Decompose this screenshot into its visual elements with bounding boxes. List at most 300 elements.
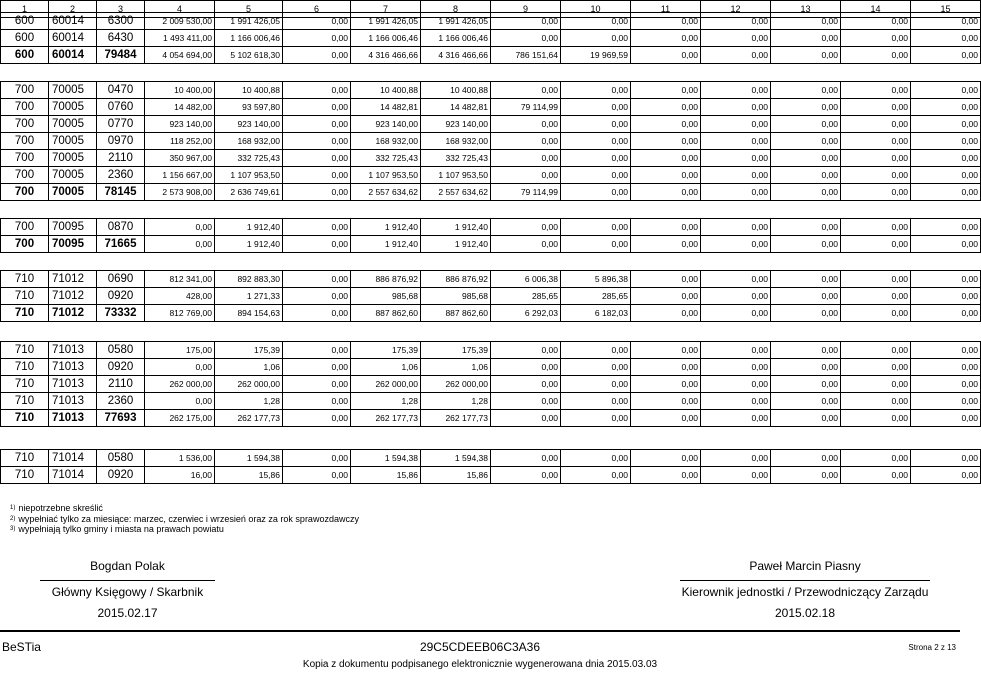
table-cell-col-4: 812 769,00 [145,305,215,322]
row-group-4 [0,270,981,322]
table-cell-col-7: 14 482,81 [351,99,421,116]
table-cell-col-14: 0,00 [841,167,911,184]
table-cell-col-8: 1 107 953,50 [421,167,491,184]
table-cell-col-13: 0,00 [771,184,841,201]
table-cell-col-3: 0920 [97,467,145,484]
table-cell-col-6: 0,00 [283,376,351,393]
table-cell-col-14: 0,00 [841,342,911,359]
table-row-total [1,184,981,201]
table-row [1,376,981,393]
footnote-3: $^{3)}$ wypełniają tylko gminy i miasta na prawach powiatu [10,524,224,534]
table-cell-col-9: 0,00 [491,359,561,376]
table-cell-col-3: 73332 [97,305,145,322]
table-cell-col-6: 0,00 [283,30,351,47]
table-cell-col-2: 71012 [49,288,97,305]
table-cell-col-15: 0,00 [911,133,981,150]
table-cell-col-1: 700 [1,236,49,253]
table-cell-col-2: 71012 [49,271,97,288]
table-cell-col-9: 0,00 [491,410,561,427]
table-cell-col-14: 0,00 [841,133,911,150]
table-row [1,99,981,116]
table-cell-col-8: 1,28 [421,393,491,410]
table-row [1,150,981,167]
left-signature-line [40,580,215,581]
table-cell-col-2: 71012 [49,305,97,322]
table-cell-col-4: 14 482,00 [145,99,215,116]
table-cell-col-7: 168 932,00 [351,133,421,150]
table-cell-col-12: 0,00 [701,99,771,116]
table-cell-col-9: 0,00 [491,13,561,30]
table-cell-col-4: 923 140,00 [145,116,215,133]
table-cell-col-8: 887 862,60 [421,305,491,322]
table-cell-col-13: 0,00 [771,376,841,393]
table-cell-col-13: 0,00 [771,47,841,64]
table-cell-col-5: 1 166 006,46 [215,30,283,47]
table-cell-col-4: 1 493 411,00 [145,30,215,47]
table-cell-col-14: 0,00 [841,13,911,30]
table-cell-col-15: 0,00 [911,150,981,167]
table-cell-col-1: 700 [1,116,49,133]
table-cell-col-15: 0,00 [911,450,981,467]
table-cell-col-14: 0,00 [841,376,911,393]
table-cell-col-8: 886 876,92 [421,271,491,288]
table-cell-col-10: 19 969,59 [561,47,631,64]
column-number-1: 1 [1,1,49,18]
table-cell-col-2: 70095 [49,219,97,236]
table-cell-col-9: 0,00 [491,116,561,133]
table-cell-col-4: 175,00 [145,342,215,359]
table-cell-col-5: 923 140,00 [215,116,283,133]
table-cell-col-13: 0,00 [771,342,841,359]
table-cell-col-8: 923 140,00 [421,116,491,133]
table-cell-col-6: 0,00 [283,82,351,99]
table-cell-col-9: 79 114,99 [491,184,561,201]
table-cell-col-2: 70005 [49,99,97,116]
table-cell-col-2: 70005 [49,150,97,167]
table-cell-col-4: 812 341,00 [145,271,215,288]
table-cell-col-10: 285,65 [561,288,631,305]
table-cell-col-7: 1 991 426,05 [351,13,421,30]
row-group-1 [0,12,981,64]
table-cell-col-1: 600 [1,30,49,47]
column-number-8: 8 [421,1,491,18]
table-row [1,30,981,47]
table-cell-col-13: 0,00 [771,167,841,184]
table-cell-col-3: 2110 [97,376,145,393]
table-cell-col-6: 0,00 [283,393,351,410]
table-cell-col-7: 1 594,38 [351,450,421,467]
table-cell-col-9: 6 292,03 [491,305,561,322]
right-signer-name: Paweł Marcin Piasny [749,559,861,573]
table-cell-col-8: 262 177,73 [421,410,491,427]
table-cell-col-5: 175,39 [215,342,283,359]
table-cell-col-15: 0,00 [911,47,981,64]
table-cell-col-11: 0,00 [631,467,701,484]
table-cell-col-11: 0,00 [631,82,701,99]
table-cell-col-11: 0,00 [631,393,701,410]
table-cell-col-10: 0,00 [561,467,631,484]
table-cell-col-13: 0,00 [771,133,841,150]
table-row-total [1,236,981,253]
table-cell-col-15: 0,00 [911,184,981,201]
table-cell-col-8: 1 594,38 [421,450,491,467]
table-cell-col-9: 0,00 [491,236,561,253]
table-cell-col-12: 0,00 [701,467,771,484]
table-cell-col-8: 332 725,43 [421,150,491,167]
table-cell-col-7: 15,86 [351,467,421,484]
table-cell-col-12: 0,00 [701,393,771,410]
table-cell-col-11: 0,00 [631,47,701,64]
table-cell-col-11: 0,00 [631,116,701,133]
table-cell-col-1: 700 [1,99,49,116]
table-cell-col-3: 2360 [97,167,145,184]
table-cell-col-9: 0,00 [491,133,561,150]
table-cell-col-1: 600 [1,47,49,64]
table-cell-col-12: 0,00 [701,13,771,30]
footnote-1: $^{1)}$ niepotrzebne skreślić [10,503,103,513]
table-cell-col-15: 0,00 [911,30,981,47]
table-cell-col-15: 0,00 [911,359,981,376]
table-cell-col-11: 0,00 [631,342,701,359]
table-cell-col-11: 0,00 [631,288,701,305]
table-row-total [1,305,981,322]
table-row [1,167,981,184]
table-cell-col-1: 700 [1,219,49,236]
table-cell-col-10: 0,00 [561,393,631,410]
table-cell-col-1: 700 [1,184,49,201]
table-cell-col-1: 710 [1,450,49,467]
table-row [1,450,981,467]
table-cell-col-7: 10 400,88 [351,82,421,99]
table-cell-col-5: 15,86 [215,467,283,484]
table-cell-col-5: 262 177,73 [215,410,283,427]
table-cell-col-7: 887 862,60 [351,305,421,322]
table-cell-col-7: 1 166 006,46 [351,30,421,47]
table-cell-col-5: 1 594,38 [215,450,283,467]
table-cell-col-6: 0,00 [283,184,351,201]
table-cell-col-1: 710 [1,342,49,359]
table-cell-col-14: 0,00 [841,99,911,116]
row-group-6 [0,449,981,484]
footnotes [10,503,359,535]
table-cell-col-15: 0,00 [911,305,981,322]
table-cell-col-3: 0760 [97,99,145,116]
table-cell-col-6: 0,00 [283,219,351,236]
table-cell-col-15: 0,00 [911,167,981,184]
table-row [1,393,981,410]
table-cell-col-2: 60014 [49,13,97,30]
table-cell-col-13: 0,00 [771,288,841,305]
table-cell-col-6: 0,00 [283,450,351,467]
table-cell-col-2: 71013 [49,342,97,359]
table-cell-col-6: 0,00 [283,99,351,116]
table-cell-col-9: 0,00 [491,219,561,236]
table-cell-col-10: 0,00 [561,82,631,99]
table-cell-col-15: 0,00 [911,288,981,305]
table-cell-col-9: 0,00 [491,167,561,184]
table-cell-col-4: 350 967,00 [145,150,215,167]
table-cell-col-10: 0,00 [561,342,631,359]
table-cell-col-9: 0,00 [491,450,561,467]
table-cell-col-4: 0,00 [145,359,215,376]
table-cell-col-8: 2 557 634,62 [421,184,491,201]
table-cell-col-6: 0,00 [283,167,351,184]
table-cell-col-15: 0,00 [911,219,981,236]
table-cell-col-14: 0,00 [841,288,911,305]
table-cell-col-14: 0,00 [841,30,911,47]
column-number-14: 14 [841,1,911,18]
table-cell-col-14: 0,00 [841,467,911,484]
table-cell-col-2: 71013 [49,393,97,410]
table-cell-col-14: 0,00 [841,393,911,410]
table-cell-col-7: 1 912,40 [351,219,421,236]
table-cell-col-11: 0,00 [631,236,701,253]
right-sign-date: 2015.02.18 [774,606,836,620]
footer-rule [0,630,960,632]
footer-app-name: BeSTia [2,640,41,654]
table-cell-col-12: 0,00 [701,305,771,322]
table-row [1,342,981,359]
table-cell-col-12: 0,00 [701,150,771,167]
table-cell-col-7: 985,68 [351,288,421,305]
table-cell-col-7: 1,28 [351,393,421,410]
table-cell-col-7: 262 000,00 [351,376,421,393]
table-cell-col-4: 262 000,00 [145,376,215,393]
table-cell-col-6: 0,00 [283,116,351,133]
table-cell-col-15: 0,00 [911,410,981,427]
table-cell-col-10: 5 896,38 [561,271,631,288]
table-cell-col-7: 1 107 953,50 [351,167,421,184]
table-cell-col-7: 2 557 634,62 [351,184,421,201]
table-cell-col-14: 0,00 [841,150,911,167]
column-number-6: 6 [283,1,351,18]
table-cell-col-15: 0,00 [911,99,981,116]
table-cell-col-2: 70095 [49,236,97,253]
table-cell-col-1: 600 [1,13,49,30]
row-group-3 [0,218,981,253]
table-cell-col-14: 0,00 [841,236,911,253]
table-cell-col-13: 0,00 [771,30,841,47]
table-cell-col-7: 175,39 [351,342,421,359]
table-cell-col-15: 0,00 [911,236,981,253]
table-cell-col-1: 710 [1,393,49,410]
column-number-9: 9 [491,1,561,18]
table-cell-col-4: 1 536,00 [145,450,215,467]
table-cell-col-11: 0,00 [631,150,701,167]
table-row-total [1,47,981,64]
table-cell-col-2: 71014 [49,467,97,484]
table-cell-col-4: 10 400,00 [145,82,215,99]
table-cell-col-7: 1 912,40 [351,236,421,253]
table-cell-col-5: 262 000,00 [215,376,283,393]
table-cell-col-11: 0,00 [631,450,701,467]
right-signature-line [680,580,930,581]
table-cell-col-15: 0,00 [911,342,981,359]
table-cell-col-15: 0,00 [911,271,981,288]
table-cell-col-15: 0,00 [911,467,981,484]
table-cell-col-5: 892 883,30 [215,271,283,288]
table-cell-col-2: 60014 [49,47,97,64]
table-cell-col-6: 0,00 [283,410,351,427]
footnote-2: $^{2)}$ wypełniać tylko za miesiące: marzec, czerwiec i wrzesień oraz za rok sprawozdawczy [10,513,359,524]
table-cell-col-10: 0,00 [561,450,631,467]
table-cell-col-3: 2110 [97,150,145,167]
table-cell-col-2: 70005 [49,133,97,150]
table-cell-col-8: 985,68 [421,288,491,305]
table-cell-col-6: 0,00 [283,342,351,359]
table-cell-col-6: 0,00 [283,271,351,288]
table-cell-col-8: 10 400,88 [421,82,491,99]
table-cell-col-6: 0,00 [283,359,351,376]
table-cell-col-8: 4 316 466,66 [421,47,491,64]
table-cell-col-1: 710 [1,305,49,322]
right-signer-role: Kierownik jednostki / Przewodniczący Zarządu [681,585,929,599]
table-cell-col-3: 0920 [97,359,145,376]
table-cell-col-1: 710 [1,467,49,484]
column-number-3: 3 [97,1,145,18]
table-cell-col-12: 0,00 [701,410,771,427]
table-cell-col-9: 0,00 [491,82,561,99]
table-cell-col-2: 70005 [49,167,97,184]
table-cell-col-1: 700 [1,167,49,184]
table-cell-col-12: 0,00 [701,288,771,305]
table-cell-col-3: 0470 [97,82,145,99]
table-cell-col-13: 0,00 [771,150,841,167]
table-cell-col-5: 93 597,80 [215,99,283,116]
table-cell-col-11: 0,00 [631,271,701,288]
table-cell-col-10: 0,00 [561,133,631,150]
table-cell-col-13: 0,00 [771,82,841,99]
table-cell-col-9: 786 151,64 [491,47,561,64]
table-cell-col-14: 0,00 [841,219,911,236]
table-cell-col-8: 1 166 006,46 [421,30,491,47]
table-cell-col-12: 0,00 [701,450,771,467]
table-cell-col-11: 0,00 [631,359,701,376]
table-cell-col-8: 1 912,40 [421,219,491,236]
table-cell-col-2: 71014 [49,450,97,467]
table-cell-col-4: 2 573 908,00 [145,184,215,201]
table-cell-col-8: 1 991 426,05 [421,13,491,30]
table-cell-col-8: 1 912,40 [421,236,491,253]
table-cell-col-13: 0,00 [771,116,841,133]
table-cell-col-3: 77693 [97,410,145,427]
table-cell-col-5: 168 932,00 [215,133,283,150]
table-cell-col-14: 0,00 [841,116,911,133]
table-cell-col-6: 0,00 [283,150,351,167]
table-cell-col-15: 0,00 [911,376,981,393]
table-cell-col-8: 15,86 [421,467,491,484]
table-cell-col-1: 700 [1,133,49,150]
table-cell-col-4: 0,00 [145,236,215,253]
row-group-5 [0,341,981,427]
table-cell-col-12: 0,00 [701,184,771,201]
table-row [1,82,981,99]
table-cell-col-7: 1,06 [351,359,421,376]
table-row [1,13,981,30]
table-cell-col-4: 16,00 [145,467,215,484]
table-cell-col-8: 168 932,00 [421,133,491,150]
table-cell-col-5: 1 107 953,50 [215,167,283,184]
table-cell-col-12: 0,00 [701,82,771,99]
table-cell-col-4: 0,00 [145,393,215,410]
table-cell-col-7: 886 876,92 [351,271,421,288]
table-cell-col-10: 0,00 [561,219,631,236]
table-cell-col-4: 262 175,00 [145,410,215,427]
table-cell-col-5: 10 400,88 [215,82,283,99]
table-cell-col-1: 710 [1,410,49,427]
table-cell-col-3: 0690 [97,271,145,288]
table-cell-col-9: 285,65 [491,288,561,305]
table-cell-col-13: 0,00 [771,13,841,30]
table-cell-col-3: 0920 [97,288,145,305]
table-cell-col-15: 0,00 [911,393,981,410]
table-cell-col-5: 332 725,43 [215,150,283,167]
table-cell-col-13: 0,00 [771,271,841,288]
table-cell-col-9: 0,00 [491,342,561,359]
table-cell-col-8: 1,06 [421,359,491,376]
table-cell-col-3: 71665 [97,236,145,253]
table-cell-col-3: 78145 [97,184,145,201]
table-cell-col-10: 6 182,03 [561,305,631,322]
table-cell-col-5: 5 102 618,30 [215,47,283,64]
table-cell-col-1: 710 [1,288,49,305]
table-cell-col-7: 262 177,73 [351,410,421,427]
table-cell-col-12: 0,00 [701,359,771,376]
table-cell-col-12: 0,00 [701,167,771,184]
table-cell-col-10: 0,00 [561,150,631,167]
table-cell-col-9: 0,00 [491,30,561,47]
table-row [1,219,981,236]
table-cell-col-14: 0,00 [841,359,911,376]
table-cell-col-2: 71013 [49,359,97,376]
column-number-11: 11 [631,1,701,18]
table-cell-col-11: 0,00 [631,376,701,393]
table-cell-col-10: 0,00 [561,13,631,30]
column-number-2: 2 [49,1,97,18]
table-cell-col-15: 0,00 [911,116,981,133]
left-signer-role: Główny Księgowy / Skarbnik [51,585,204,599]
table-cell-col-12: 0,00 [701,47,771,64]
table-cell-col-2: 70005 [49,82,97,99]
left-signer-name: Bogdan Polak [90,559,165,573]
table-cell-col-6: 0,00 [283,236,351,253]
table-cell-col-12: 0,00 [701,236,771,253]
table-cell-col-3: 6430 [97,30,145,47]
table-cell-col-5: 1,28 [215,393,283,410]
table-cell-col-5: 1,06 [215,359,283,376]
table-cell-col-14: 0,00 [841,82,911,99]
table-cell-col-2: 71013 [49,410,97,427]
table-cell-col-6: 0,00 [283,133,351,150]
table-cell-col-1: 700 [1,82,49,99]
table-cell-col-10: 0,00 [561,359,631,376]
table-cell-col-7: 332 725,43 [351,150,421,167]
table-cell-col-13: 0,00 [771,236,841,253]
table-cell-col-13: 0,00 [771,99,841,116]
table-cell-col-1: 700 [1,150,49,167]
table-cell-col-7: 4 316 466,66 [351,47,421,64]
table-cell-col-14: 0,00 [841,450,911,467]
table-cell-col-11: 0,00 [631,219,701,236]
table-row [1,116,981,133]
table-row-total [1,410,981,427]
table-cell-col-14: 0,00 [841,184,911,201]
table-cell-col-10: 0,00 [561,167,631,184]
table-cell-col-4: 0,00 [145,219,215,236]
table-cell-col-4: 428,00 [145,288,215,305]
table-cell-col-8: 175,39 [421,342,491,359]
column-number-15: 15 [911,1,981,18]
